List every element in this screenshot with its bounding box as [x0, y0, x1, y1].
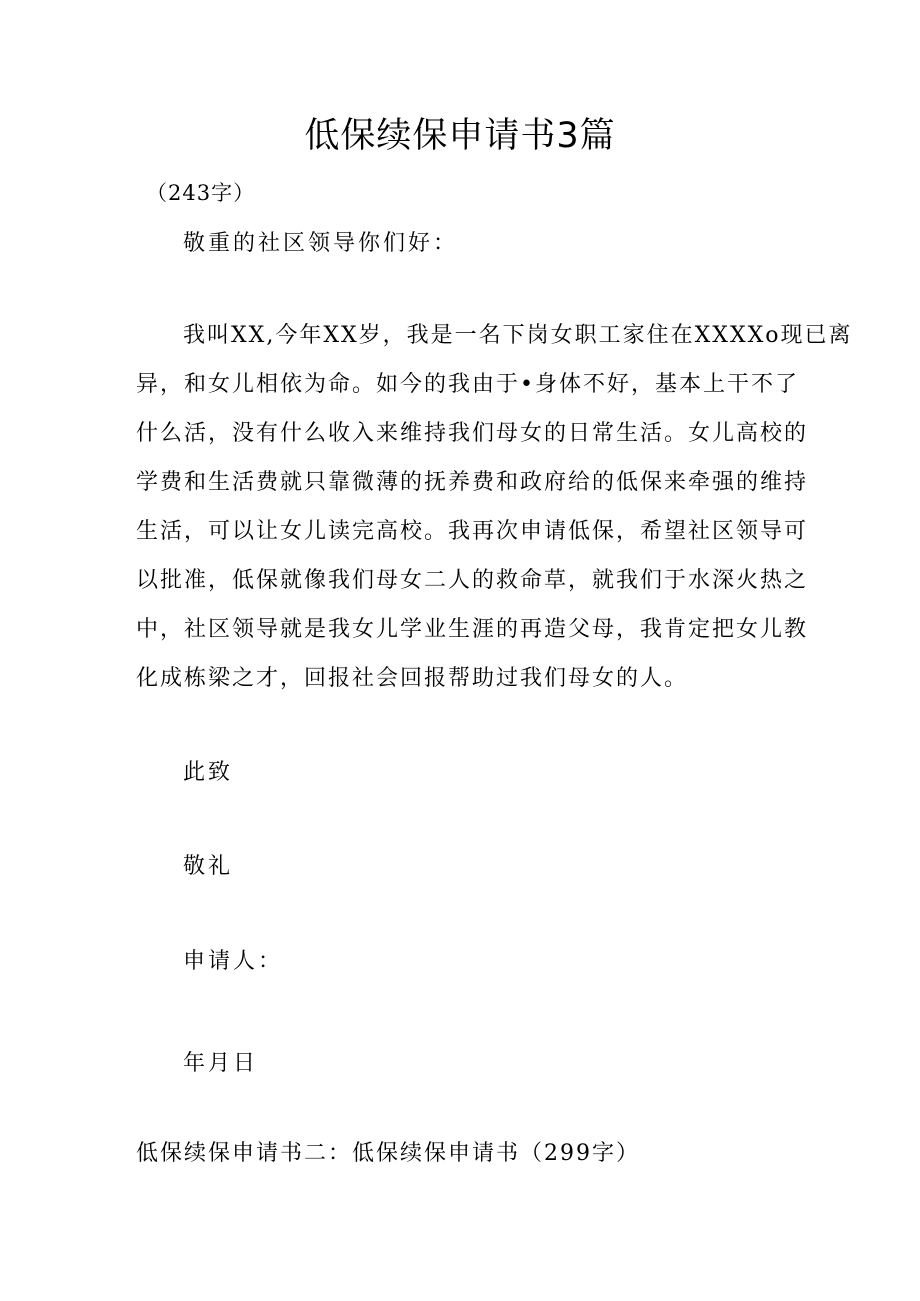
next-section-title: 低保续保申请书二：低保续保申请书（299字） [136, 1141, 640, 1166]
document-title: 低保续保申请书3篇 [304, 116, 616, 156]
body-line: 以批准，低保就像我们母女二人的救命草，就我们于水深火热之 [136, 568, 809, 593]
closing-greeting: 此致 [183, 760, 234, 785]
closing-salute: 敬礼 [183, 854, 234, 879]
body-line: 什么活，没有什么收入来维持我们母女的日常生活。女儿高校的 [136, 421, 809, 446]
word-count: （243字） [146, 181, 256, 205]
salutation: 敬重的社区领导你们好： [183, 231, 459, 256]
body-line: 学费和生活费就只靠微薄的抚养费和政府给的低保来牵强的维持 [136, 470, 809, 495]
body-line: 中，社区领导就是我女儿学业生涯的再造父母，我肯定把女儿教 [136, 617, 809, 642]
body-line: 我叫XX,今年XX岁，我是一名下岗女职工家住在XXXXo现已离 [183, 323, 853, 348]
applicant-label: 申请人： [183, 949, 284, 974]
body-line: 异，和女儿相依为命。如今的我由于•身体不好，基本上干不了 [136, 372, 799, 397]
date-label: 年月日 [183, 1051, 259, 1076]
body-paragraph [136, 321, 853, 713]
body-line: 生活，可以让女儿读完高校。我再次申请低保，希望社区领导可 [136, 519, 809, 544]
body-line: 化成栋梁之才，回报社会回报帮助过我们母女的人。 [136, 666, 689, 691]
